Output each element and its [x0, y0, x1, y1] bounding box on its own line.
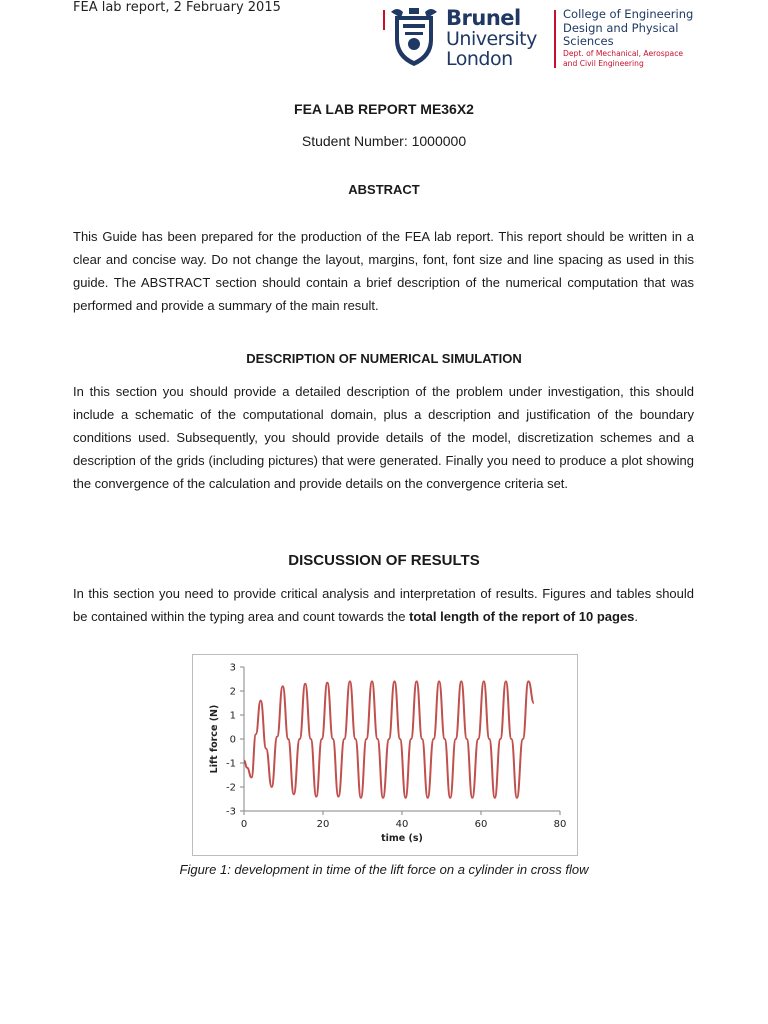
university-crest-icon — [389, 6, 439, 68]
description-paragraph: In this section you should provide a detailed description of the problem under investigation, this should include a schematic of the computational domain, plus a description and justification of the boundary conditions used. Subsequently, you should provide details of the model, discretization schemes and a description of the grids (including pictures) that were generated. Finally you need to produce a plot showing the convergence of the calculation and provide details on the convergence criteria set. — [73, 384, 694, 491]
logo-college-name: College of Engineering Design and Physical Sciences — [563, 7, 694, 48]
y-tick-label: 0 — [229, 734, 236, 746]
y-axis-title: Lift force (N) — [209, 704, 220, 774]
logo-brunel-name: Brunel — [446, 6, 521, 30]
y-tick-label: 1 — [229, 710, 236, 722]
university-logo — [383, 6, 703, 70]
logo-london-word: London — [446, 48, 513, 70]
description-heading: DESCRIPTION OF NUMERICAL SIMULATION — [246, 351, 522, 366]
x-tick-label: 0 — [240, 819, 248, 830]
x-tick-label: 80 — [553, 819, 567, 830]
series-line-lift-force — [244, 681, 534, 797]
y-tick-label: -3 — [226, 806, 236, 818]
x-tick-label: 60 — [474, 819, 488, 830]
y-tick-label: -1 — [226, 758, 236, 770]
logo-red-bar-left — [383, 10, 385, 30]
y-tick-label: -2 — [226, 782, 236, 794]
results-paragraph — [73, 582, 694, 628]
y-tick-label: 3 — [229, 662, 236, 674]
logo-university-word: University — [446, 28, 537, 50]
lift-force-chart — [192, 654, 578, 856]
lift-force-chart-svg — [193, 655, 577, 855]
running-header: FEA lab report, 2 February 2015 — [73, 0, 281, 15]
logo-red-divider — [554, 10, 556, 68]
student-number: Student Number: 1000000 — [301, 133, 467, 149]
x-tick-label: 20 — [316, 819, 330, 830]
results-heading: DISCUSSION OF RESULTS — [288, 552, 480, 569]
abstract-heading: ABSTRACT — [348, 182, 420, 197]
results-text: In this section you need to provide critical analysis and interpretation of results. Figures and tables should be contained within the typing area and count towards the — [73, 586, 694, 624]
abstract-paragraph: This Guide has been prepared for the production of the FEA lab report. This report should be written in a clear and concise way. Do not change the layout, margins, font, font size and line spacing as used in this guide. The ABSTRACT section should contain a brief description of the numerical computation that was performed and provide a summary of the main result. — [73, 229, 694, 313]
logo-department-name: Dept. of Mechanical, Aerospace and Civil Engineering — [563, 49, 684, 68]
results-text-emphasis: total length of the report of 10 pages — [409, 609, 635, 624]
report-title: FEA LAB REPORT ME36X2 — [294, 101, 474, 117]
figure-caption: Figure 1: development in time of the lift force on a cylinder in cross flow — [179, 862, 589, 877]
x-tick-label: 40 — [395, 819, 409, 830]
x-axis-title: time (s) — [381, 833, 423, 844]
results-text-end: . — [634, 609, 639, 624]
y-tick-label: 2 — [229, 686, 236, 698]
